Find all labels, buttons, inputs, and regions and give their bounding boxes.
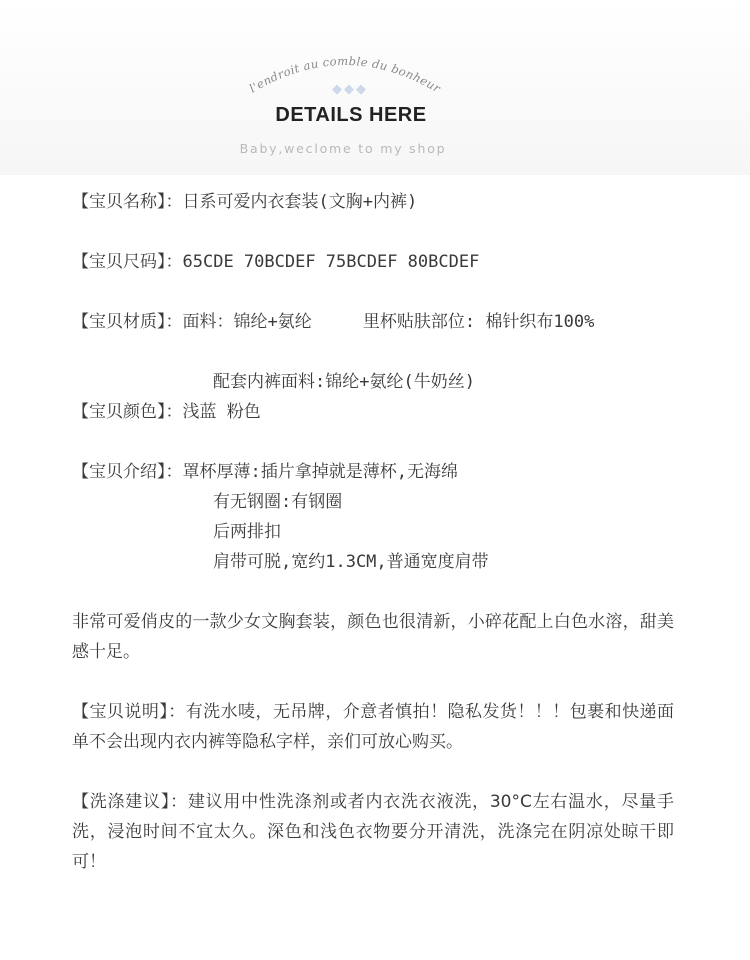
diamond-ornament: ◆◆◆ <box>332 82 368 97</box>
spec-size-label: 【宝贝尺码】： <box>72 252 183 272</box>
spec-intro-line: 罩杯厚薄:插片拿掉就是薄杯,无海绵 <box>182 462 458 482</box>
spec-intro-row <box>72 457 458 487</box>
spec-intro-line: 肩带可脱,宽约1.3CM,普通宽度肩带 <box>213 552 489 572</box>
section-title: DETAILS HERE <box>275 104 427 126</box>
script-tagline: l'endroit au comble du bonheur <box>246 53 444 96</box>
spec-color-row <box>72 397 261 427</box>
spec-intro-label: 【宝贝介绍】： <box>72 462 183 482</box>
description-paragraph: 非常可爱俏皮的一款少女文胸套装，颜色也很清新，小碎花配上白色水溶，甜美感十足。 <box>72 612 674 662</box>
notice-paragraph: 【宝贝说明】：有洗水唛，无吊牌，介意者慎拍！隐私发货！！！包裹和快递面单不会出现内衣内裤等隐私字样，亲们可放心购买。 <box>72 702 674 752</box>
spec-material-value: 面料：锦纶+氨纶 里杯贴肤部位: 棉针织布100% <box>182 312 595 332</box>
spec-intro-line: 后两排扣 <box>213 522 281 542</box>
spec-material-row <box>72 307 594 337</box>
spec-material-label: 【宝贝材质】： <box>72 312 183 332</box>
section-subtitle: Baby,weclome to my shop <box>239 141 447 156</box>
washing-paragraph: 【洗涤建议】：建议用中性洗涤剂或者内衣洗衣液洗，30°C左右温水，尽量手洗，浸泡时间不宜太久。深色和浅色衣物要分开清洗，洗涤完在阴凉处晾干即可！ <box>72 792 674 872</box>
spec-name-label: 【宝贝名称】： <box>72 192 183 212</box>
header-banner <box>0 0 750 175</box>
spec-intro-line: 有无钢圈:有钢圈 <box>213 492 343 512</box>
spec-name-row <box>72 187 417 217</box>
spec-color-label: 【宝贝颜色】： <box>72 402 183 422</box>
spec-size-value: 65CDE 70BCDEF 75BCDEF 80BCDEF <box>182 252 480 272</box>
spec-name-value: 日系可爱内衣套装(文胸+内裤) <box>182 192 418 212</box>
spec-color-value: 浅蓝 粉色 <box>182 402 261 422</box>
spec-size-row <box>72 247 479 277</box>
spec-material-extra: 配套内裤面料:锦纶+氨纶(牛奶丝) <box>213 372 475 392</box>
